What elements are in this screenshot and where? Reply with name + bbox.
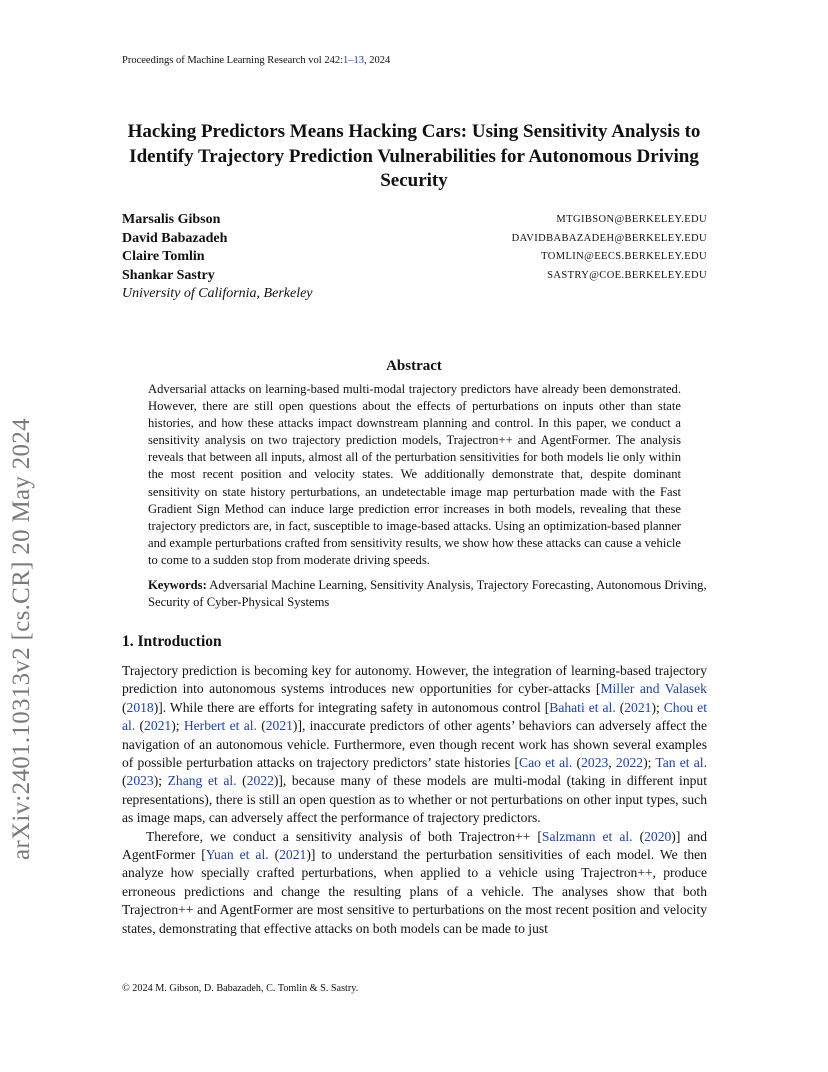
citation-link[interactable]: 2021 xyxy=(279,847,307,863)
citation-link[interactable]: Yuan et al. xyxy=(205,847,269,863)
author-name: Claire Tomlin xyxy=(122,249,205,264)
text-run: ( xyxy=(572,755,582,771)
author-row xyxy=(122,249,707,268)
citation-link[interactable]: 2023 xyxy=(581,755,609,771)
author-row xyxy=(122,231,707,250)
text-run: ( xyxy=(632,828,645,844)
author-name: Shankar Sastry xyxy=(122,267,215,283)
citation-link[interactable]: 2022 xyxy=(615,755,644,771)
text-run: ( xyxy=(135,718,145,734)
affiliation: University of California, Berkeley xyxy=(122,286,313,301)
text-run: , xyxy=(608,755,616,771)
citation-link[interactable]: Tan et al. xyxy=(655,755,707,771)
author-block xyxy=(122,212,707,302)
author-email: DAVIDBABAZADEH@BERKELEY.EDU xyxy=(511,232,707,244)
text-run: ); xyxy=(651,699,664,715)
citation-link[interactable]: Chou et al. xyxy=(122,699,707,734)
citation-link[interactable]: 2022 xyxy=(246,773,274,789)
text-run: ( xyxy=(268,847,280,863)
author-row xyxy=(122,212,707,231)
citation-link[interactable]: Bahati et al. xyxy=(549,699,616,715)
running-header xyxy=(122,55,390,66)
text-run: Trajectory prediction is becoming key for autonomy. However, the integration of learning-based trajectory prediction into autonomous systems introduces new opportunities for cyber-attacks [ xyxy=(122,663,707,697)
text-run: )], because many of these models are multi-modal (taking in different input representations), there is still an open question as to whether or not perturbations on other input types, such as image maps, can adversely affect the performance of trajectory predictors. xyxy=(122,773,707,826)
text-run: )] and AgentFormer [ xyxy=(122,828,707,863)
text-run: ( xyxy=(256,718,266,734)
text-run: ( xyxy=(615,699,625,715)
citation-link[interactable]: Cao et al. xyxy=(519,755,573,771)
page-range-link[interactable]: 1–13 xyxy=(343,55,365,66)
copyright-footer: © 2024 M. Gibson, D. Babazadeh, C. Tomlin & S. Sastry. xyxy=(122,983,359,994)
citation-link[interactable]: 2021 xyxy=(265,718,293,734)
journal-name: Proceedings of Machine Learning Research vol 242: xyxy=(122,55,344,66)
author-row xyxy=(122,268,707,287)
citation-link[interactable]: Herbert et al. xyxy=(183,718,257,734)
text-run: ); xyxy=(153,773,168,789)
author-email: SASTRY@COE.BERKELEY.EDU xyxy=(547,269,707,281)
citation-link[interactable]: 2021 xyxy=(624,699,652,715)
abstract-text: Adversarial attacks on learning-based multi-modal trajectory predictors have already been demonstrated. However, there are still open questions about the effects of perturbations on inputs other than state histories, and how these attacks impact downstream planning and control. In this paper, we conduct a sensitivity analysis on two trajectory prediction models, Trajectron++ and AgentFormer. The analysis reveals that between all inputs, almost all of the perturbation sensitivities for both models lie only within the most recent position and velocity states. We additionally demonstrate that, despite dominant sensitivity on state history perturbations, an undetectable image map perturbation made with the Fast Gradient Sign Method can induce large prediction error increases in both models, revealing that these trajectory predictors are, in fact, susceptible to image-based attacks. Using an optimization-based planner and example perturbations crafted from sensitivity results, we show how these attacks can cause a vehicle to come to a sudden stop from moderate driving speeds. xyxy=(148,382,681,567)
text-run: )] to understand the perturbation sensitivities of each model. We then analyze how specially crafted perturbations, when applied to a vehicle using Trajectron++, produce erroneous predictions and change the resulting plans of a vehicle. The analyses show that both Trajectron++ and AgentFormer are most sensitive to perturbations on the most recent position and velocity states, demonstrating that effective attacks on both models can be made to just xyxy=(122,847,707,936)
text-run: )]. While there are efforts for integrating safety in autonomous control [ xyxy=(153,699,550,715)
text-run: ( xyxy=(236,773,247,789)
author-name: Marsalis Gibson xyxy=(122,212,221,227)
citation-link[interactable]: 2020 xyxy=(644,828,672,844)
keywords xyxy=(148,577,708,611)
citation-link[interactable]: 2018 xyxy=(126,699,154,715)
text-run: )], inaccurate predictors of other agents’ behaviors can adversely affect the navigation of an autonomous vehicle. Furthermore, even though recent work has shown several examples of possible perturbation attacks on trajectory predictors’ state histories [ xyxy=(122,718,707,771)
text-run: ( xyxy=(122,699,127,715)
text-run: ( xyxy=(122,773,127,789)
paper-title: Hacking Predictors Means Hacking Cars: Using Sensitivity Analysis to Identify Trajectory Prediction Vulnerabilities for Autonomous Driving Security xyxy=(127,121,701,191)
citation-link[interactable]: Zhang et al. xyxy=(167,773,237,789)
paragraph xyxy=(122,662,707,828)
citation-link[interactable]: 2021 xyxy=(144,718,172,734)
keywords-list: Adversarial Machine Learning, Sensitivity Analysis, Trajectory Forecasting, Autonomous Driving, Security of Cyber-Physical Systems xyxy=(148,578,707,610)
author-email: TOMLIN@EECS.BERKELEY.EDU xyxy=(541,251,707,262)
author-email: MTGIBSON@BERKELEY.EDU xyxy=(556,214,707,225)
arxiv-identifier[interactable]: arXiv:2401.10313v2 [cs.CR] 20 May 2024 xyxy=(8,418,35,860)
abstract-heading: Abstract xyxy=(386,358,442,374)
citation-link[interactable]: 2023 xyxy=(126,773,154,789)
citation-link[interactable]: Salzmann et al. xyxy=(541,828,633,844)
text-run: Therefore, we conduct a sensitivity analysis of both Trajectron++ [ xyxy=(146,828,542,844)
citation-link[interactable]: Miller and Valasek xyxy=(600,681,707,697)
keywords-label: Keywords: xyxy=(148,578,207,592)
paragraph xyxy=(122,828,707,938)
section-heading: 1. Introduction xyxy=(122,633,222,650)
author-name: David Babazadeh xyxy=(122,230,228,246)
text-run: ); xyxy=(643,755,656,771)
journal-year: , 2024 xyxy=(364,55,391,66)
text-run: ); xyxy=(171,718,184,734)
section-body xyxy=(122,662,707,938)
